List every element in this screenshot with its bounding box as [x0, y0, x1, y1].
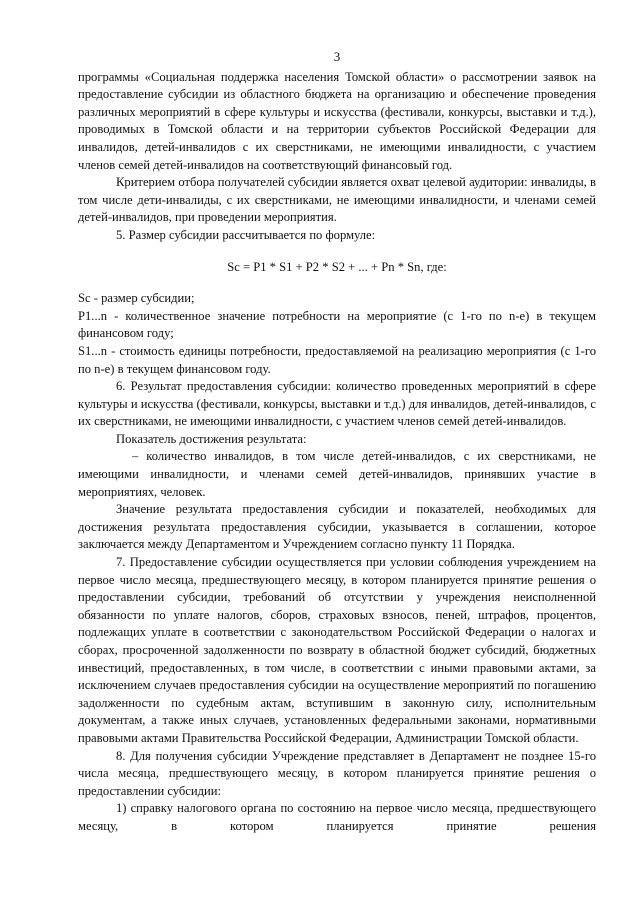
paragraph-result-value: Значение результата предоставления субсидии и показателей, необходимых для достижения результата предоставления субсидии, указывается в соглашении, которое заключается между Департаментом и Учреждением согласно пункту 11 Порядка.	[78, 502, 596, 552]
formula-def-sc: Sc - размер субсидии;	[78, 291, 195, 306]
paragraph-item-6: 6. Результат предоставления субсидии: количество проведенных мероприятий в сфере культуры и искусства (фестивали, конкурсы, выставки и т.д.) для инвалидов, детей-инвалидов, с их сверстниками, не имеющими инвалидности, с участием членов семей детей-инвалидов.	[78, 379, 596, 429]
subsidy-formula: Sc = P1 * S1 + P2 * S2 + ... + Pn * Sn, где:	[227, 259, 447, 274]
paragraph-program-continuation: программы «Социальная поддержка населения Томской области» о рассмотрении заявок на предоставление субсидии из областного бюджета на организацию и обеспечение проведения различных мероприятий в сфере культуры и искусства (фестивали, конкурсы, выставки и т.д.), проводимых в Томской области и на территории субъектов Российской Федерации для инвалидов, детей-инвалидов с их сверстниками, не имеющими инвалидности, с участием членов семей детей-инвалидов на соответствующий финансовый год.	[78, 69, 596, 172]
page-number: 3	[333, 49, 341, 64]
paragraph-item-7: 7. Предоставление субсидии осуществляется при условии соблюдения учреждением на первое число месяца, предшествующего месяцу, в котором планируется принятие решения о предоставлении субсидии, требований об отсутствии у учреждения неисполненной обязанности по уплате налогов, сборов, страховых взносов, пеней, штрафов, процентов, подлежащих уплате в соответствии с законодательством Российской Федерации о налогах и сборах, просроченной задолженности по возврату в областной бюджет субсидий, бюджетных инвестиций, предоставленных, в том числе, в соответствии с иными правовыми актами, за исключением случаев предоставления субсидии на осуществление мероприятий по погашению задолженности по судебным актам, вступившим в законную силу, исполнительным документам, а также иных случаев, установленных федеральными законами, нормативными правовыми актами Правительства Российской Федерации, Администрации Томской области.	[78, 555, 596, 745]
paragraph-indicator-item: – количество инвалидов, в том числе детей-инвалидов, с их сверстниками, не имеющими инвалидности, и членами семей детей-инвалидов, принявших участие в мероприятиях, человек.	[78, 449, 596, 499]
paragraph-selection-criterion: Критерием отбора получателей субсидии является охват целевой аудитории: инвалиды, в том числе дети-инвалиды, с их сверстниками, не имеющими инвалидности, и членами семей детей-инвалидов, при проведении мероприятия.	[78, 175, 596, 225]
paragraph-indicator-heading: Показатель достижения результата:	[116, 431, 307, 446]
formula-def-p: P1...n - количественное значение потребности на мероприятие (с 1-го по n-е) в текущем финансовом году;	[78, 308, 596, 341]
paragraph-item-8: 8. Для получения субсидии Учреждение представляет в Департамент не позднее 15-го числа месяца, предшествующего месяцу, в котором планируется принятие решения о предоставлении субсидии:	[78, 748, 596, 798]
formula-def-s: S1...n - стоимость единицы потребности, предоставляемой на реализацию мероприятия (с 1-го по n-е) в текущем финансовом году.	[78, 343, 596, 376]
paragraph-item-5: 5. Размер субсидии рассчитывается по формуле:	[116, 227, 376, 242]
paragraph-item-8-sub-1: 1) справку налогового органа по состоянию на первое число месяца, предшествующего месяцу, в котором планируется принятие решения	[78, 801, 596, 833]
